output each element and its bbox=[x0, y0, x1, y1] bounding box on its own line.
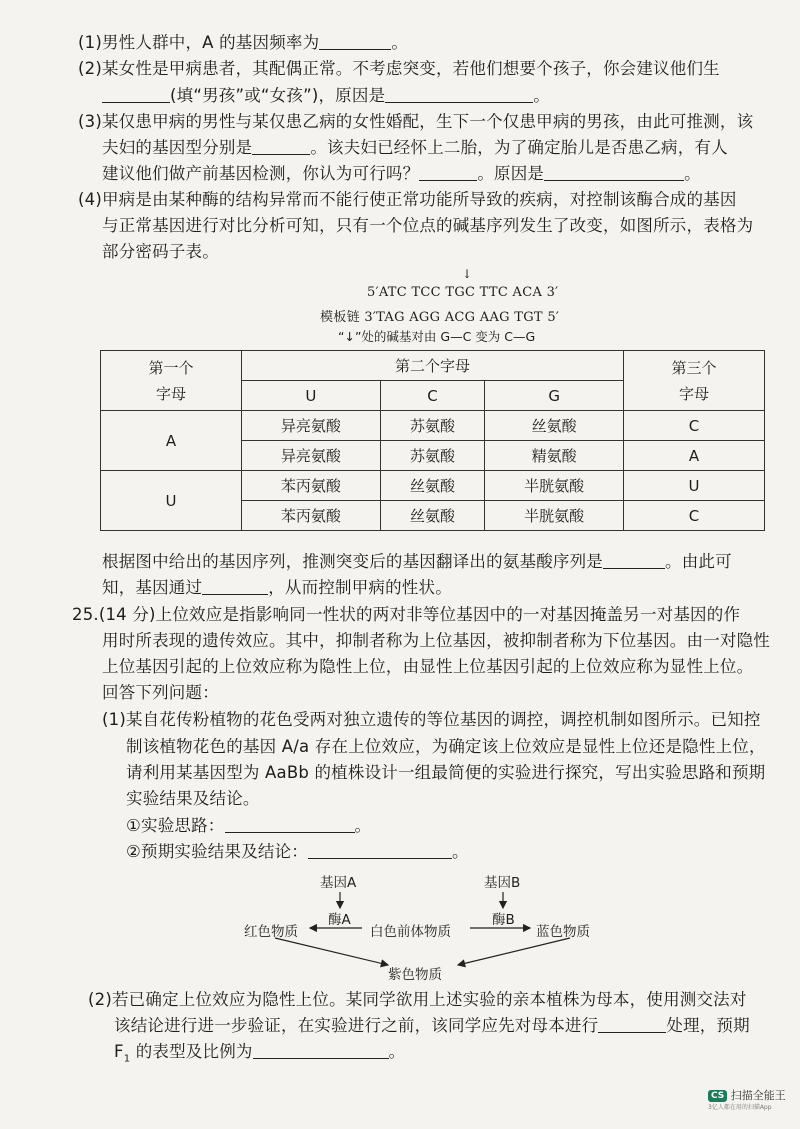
q24-part4-question2: 知，基因通过 ，从而控制甲病的性状。 bbox=[102, 578, 452, 597]
watermark-subtitle: 3亿人都在用的扫描App bbox=[708, 1104, 772, 1111]
q25-intro-line3: 上位基因引起的上位效应称为隐性上位，由显性上位基因引起的上位效应称为显性上位。 bbox=[102, 657, 754, 676]
answer-blank[interactable] bbox=[419, 164, 477, 181]
answer-blank[interactable] bbox=[385, 86, 533, 103]
q24-part4-line3: 部分密码子表。 bbox=[102, 242, 219, 261]
q25-intro-line4: 回答下列问题： bbox=[102, 683, 219, 702]
q25-part2-line3: $F_1$ 的表型及比例为 。 bbox=[114, 1042, 406, 1065]
table-row: A 异亮氨酸 苏氨酸 丝氨酸 C bbox=[101, 411, 765, 441]
watermark-name: 扫描全能王 bbox=[730, 1089, 786, 1102]
q25-part1-line2: 制该植物花色的基因 A/a 存在上位效应，为确定该上位效应是显性上位还是隐性上位， bbox=[126, 737, 766, 756]
table-row: 异亮氨酸 苏氨酸 精氨酸 A bbox=[101, 441, 765, 471]
codon-table bbox=[100, 350, 765, 531]
q25-part1-line1: (1)某自花传粉植物的花色受两对独立遗传的等位基因的调控，调控机制如图所示。已知控 bbox=[102, 710, 761, 729]
q24-part3-line3: 建议他们做产前基因检测，你认为可行吗？ 。原因是 。 bbox=[102, 164, 701, 183]
white-precursor: 白色前体物质 bbox=[370, 924, 451, 940]
red-substance: 红色物质 bbox=[244, 924, 298, 940]
col-header-g: G bbox=[485, 381, 624, 411]
q25-part2-line2: 该结论进行进一步验证，在实验进行之前，该同学应先对母本进行 处理，预期 bbox=[114, 1016, 750, 1035]
q25-part1-line3: 请利用某基因型为 AaBb 的植株设计一组最简便的实验进行探究，写出实验思路和预期 bbox=[126, 763, 766, 782]
camscanner-logo: CS bbox=[708, 1090, 727, 1102]
col-header-c: C bbox=[380, 381, 485, 411]
mutation-note: “↓”处的碱基对由 G—C 变为 C—G bbox=[338, 329, 536, 344]
q25-intro-line1: 25.(14 分)上位效应是指影响同一性状的两对非等位基因中的一对基因掩盖另一对基因的作 bbox=[72, 605, 741, 624]
q25-part1-result: ②预期实验结果及结论： 。 bbox=[126, 842, 469, 861]
q25-part2-line1: (2)若已确定上位效应为隐性上位。某同学欲用上述实验的亲本植株为母本，使用测交法对 bbox=[88, 990, 747, 1009]
answer-blank[interactable] bbox=[225, 816, 355, 833]
row-header-u: U bbox=[101, 471, 242, 531]
header-second-letter: 第二个字母 bbox=[242, 351, 624, 381]
gene-a-label: 基因A bbox=[320, 875, 357, 891]
q24-part2-line2: (填“男孩”或“女孩”)，原因是 。 bbox=[102, 85, 550, 107]
template-strand: 模板链 3′TAG AGG ACG AAG TGT 5′ bbox=[320, 310, 560, 325]
answer-blank[interactable] bbox=[603, 552, 665, 569]
answer-blank[interactable] bbox=[202, 578, 268, 595]
q25-part1-idea: ①实验思路： 。 bbox=[126, 816, 372, 835]
q24-part3-line1: (3)某仅患甲病的男性与某仅患乙病的女性婚配，生下一个仅患甲病的男孩，由此可推测，该 bbox=[78, 112, 754, 131]
q24-part2-line1: (2)某女性是甲病患者，其配偶正常。不考虑突变，若他们想要个孩子，你会建议他们生 bbox=[78, 59, 720, 78]
q24-part4-line1: (4)甲病是由某种酶的结构异常而不能行使正常功能所导致的疾病，对控制该酶合成的基因 bbox=[78, 190, 737, 209]
answer-blank[interactable] bbox=[252, 138, 310, 155]
header-first-letter: 第一个 字母 bbox=[101, 351, 242, 411]
scanner-watermark bbox=[708, 1087, 786, 1111]
q24-part4-question1: 根据图中给出的基因序列，推测突变后的基因翻译出的氨基酸序列是 。由此可 bbox=[102, 552, 732, 571]
q24-part3-line2: 夫妇的基因型分别是 。该夫妇已经怀上二胎，为了确定胎儿是否患乙病，有人 bbox=[102, 138, 728, 157]
answer-blank[interactable] bbox=[102, 86, 170, 103]
mutation-arrow: ↓ bbox=[462, 267, 473, 281]
answer-blank[interactable] bbox=[598, 1016, 666, 1033]
blue-substance: 蓝色物质 bbox=[536, 924, 590, 940]
enzyme-b-label: 酶B bbox=[492, 912, 515, 928]
q24-part1: (1)男性人群中，A 的基因频率为 。 bbox=[78, 33, 409, 52]
table-row: 苯丙氨酸 丝氨酸 半胱氨酸 C bbox=[101, 501, 765, 531]
q24-part4-line2: 与正常基因进行对比分析可知，只有一个位点的碱基序列发生了改变，如图所示，表格为 bbox=[102, 216, 754, 235]
answer-blank[interactable] bbox=[544, 164, 684, 181]
answer-blank[interactable] bbox=[253, 1042, 389, 1059]
q25-part1-line4: 实验结果及结论。 bbox=[126, 789, 260, 808]
enzyme-a-label: 酶A bbox=[328, 912, 351, 928]
coding-strand: 5′ATC TCC TGC TTC ACA 3′ bbox=[367, 285, 559, 300]
answer-blank[interactable] bbox=[319, 33, 391, 50]
row-header-a: A bbox=[101, 411, 242, 471]
table-row: U 苯丙氨酸 丝氨酸 半胱氨酸 U bbox=[101, 471, 765, 501]
q25-intro-line2: 用时所表现的遗传效应。其中，抑制者称为上位基因，被抑制者称为下位基因。由一对隐性 bbox=[102, 631, 770, 650]
flower-color-pathway-diagram bbox=[240, 868, 620, 983]
gene-b-label: 基因B bbox=[484, 875, 521, 891]
header-third-letter: 第三个 字母 bbox=[624, 351, 765, 411]
answer-blank[interactable] bbox=[308, 842, 452, 859]
col-header-u: U bbox=[242, 381, 381, 411]
purple-substance: 紫色物质 bbox=[388, 967, 442, 983]
